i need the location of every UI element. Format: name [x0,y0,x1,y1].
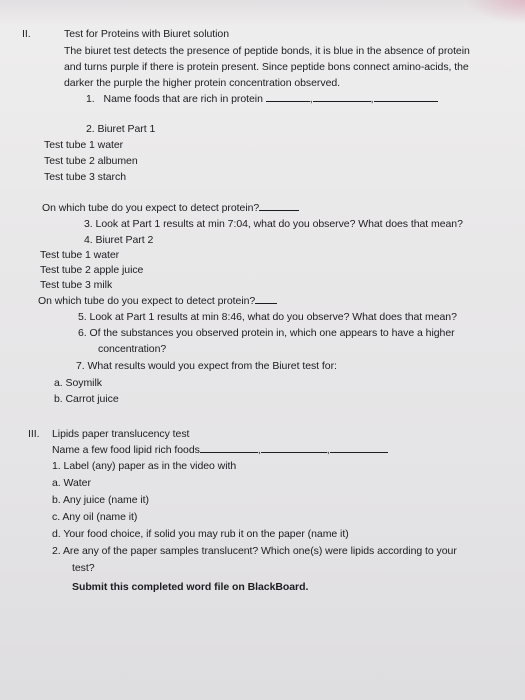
answer-blank-1[interactable] [266,92,310,102]
question-1-number: 1. [86,93,95,105]
lipid-answer-blank-2[interactable] [261,443,327,453]
section-2-title: Test for Proteins with Biuret solution [64,28,230,40]
lipid-step-2-line-2: test? [72,562,95,574]
lipid-separator-comma-1: , [257,444,261,456]
question-5: 5. Look at Part 1 results at min 8:46, what do you observe? What does that mean? [78,311,457,323]
part-2-tube-2: Test tube 2 apple juice [40,264,144,276]
answer-blank-tube-a[interactable] [259,201,299,211]
part-2-tube-3: Test tube 3 milk [40,279,113,291]
answer-blank-2[interactable] [313,92,371,102]
question-6-line-2: concentration? [98,343,167,355]
part-2-tube-1: Test tube 1 water [40,249,120,261]
question-7: 7. What results would you expect from the Biuret test for: [76,360,337,372]
answer-blank-tube-b[interactable] [255,294,277,304]
lipid-foods-question-text: Name a few food lipid rich foods [52,444,200,456]
lipid-step-1: 1. Label (any) paper as in the video with [52,460,237,472]
page-top-shadow [0,0,525,26]
section-2-paragraph-line-2: and turns purple if there is protein present. Since peptide bons connect amino-acids, the [64,61,469,73]
question-tube-a-text: On which tube do you expect to detect protein? [42,202,260,214]
question-7-item-b: b. Carrot juice [54,393,119,405]
answer-blank-3[interactable] [374,92,438,102]
question-tube-b-text: On which tube do you expect to detect protein? [38,295,256,307]
question-tube-b [38,294,277,308]
lipid-item-c: c. Any oil (name it) [52,511,138,523]
question-6-line-1: 6. Of the substances you observed protein in, which one appears to have a higher [78,327,455,339]
section-2-paragraph-line-1: The biuret test detects the presence of peptide bonds, it is blue in the absence of protein [64,45,470,57]
page-corner-tint [465,0,525,24]
part-1-tube-1: Test tube 1 water [44,139,124,151]
question-tube-a [42,201,299,215]
question-7-item-a: a. Soymilk [54,377,102,389]
submit-instruction: Submit this completed word file on BlackBoard. [72,581,309,593]
part-1-tube-3: Test tube 3 starch [44,171,126,183]
lipid-item-a: a. Water [52,477,91,489]
lipid-separator-comma-2: , [326,444,330,456]
separator-comma-1: , [309,93,313,105]
question-3: 3. Look at Part 1 results at min 7:04, what do you observe? What does that mean? [84,218,463,230]
biuret-part-2-heading: 4. Biuret Part 2 [84,234,154,246]
section-3-title: Lipids paper translucency test [52,428,190,440]
question-1-text: Name foods that are rich in protein [103,93,263,105]
section-2-numeral: II. [22,28,31,40]
question-1 [86,92,438,106]
lipid-answer-blank-3[interactable] [330,443,388,453]
lipid-item-d: d. Your food choice, if solid you may rub it on the paper (name it) [52,528,349,540]
part-1-tube-2: Test tube 2 albumen [44,155,138,167]
lipid-answer-blank-1[interactable] [200,443,258,453]
lipid-item-b: b. Any juice (name it) [52,494,149,506]
biuret-part-1-heading: 2. Biuret Part 1 [86,123,156,135]
separator-comma-2: , [370,93,374,105]
section-3-numeral: III. [28,428,40,440]
section-2-paragraph-line-3: darker the purple the higher protein concentration observed. [64,77,341,89]
lipid-foods-question [52,443,388,457]
lipid-step-2-line-1: 2. Are any of the paper samples translucent? Which one(s) were lipids according to your [52,545,457,557]
